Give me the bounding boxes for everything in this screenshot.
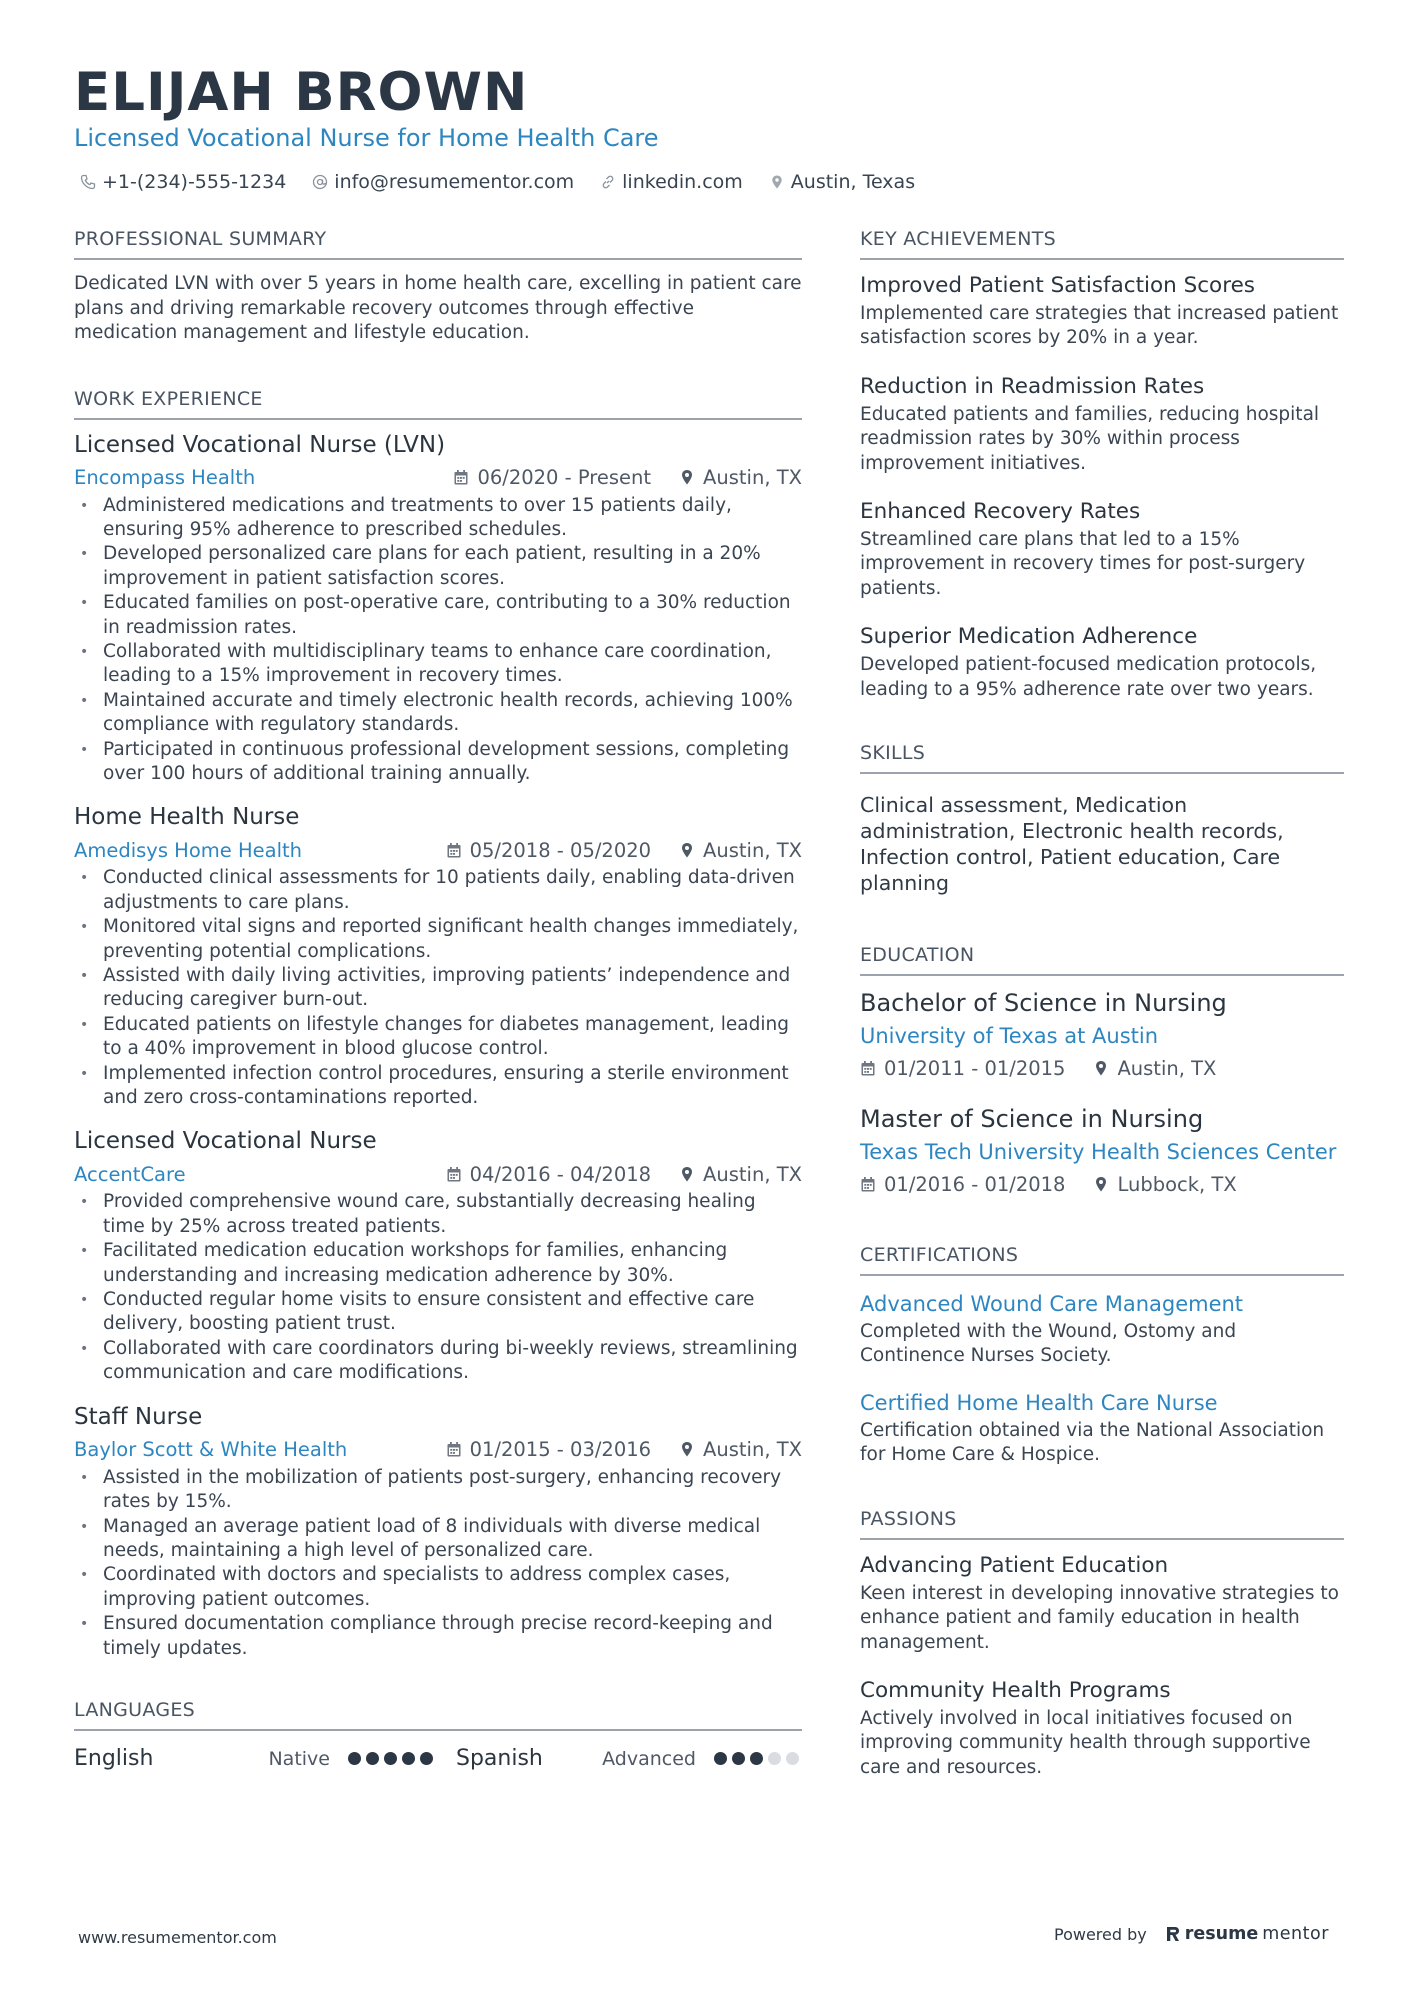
job-dates xyxy=(453,466,651,489)
summary-heading: PROFESSIONAL SUMMARY xyxy=(74,224,802,260)
contact-email[interactable] xyxy=(312,171,574,193)
passion-title: Advancing Patient Education xyxy=(860,1552,1169,1578)
bullet-item: • Assisted with daily living activities, improving patients’ independence and reducing caregiver burn-out. xyxy=(74,964,802,1013)
bullet-item: • Conducted regular home visits to ensure consistent and effective care delivery, boosting patient trust. xyxy=(74,1288,802,1337)
calendar-icon xyxy=(446,842,462,859)
job-entry xyxy=(74,1400,802,1661)
certification-desc: Completed with the Wound, Ostomy and Continence Nurses Society. xyxy=(860,1321,1237,1367)
bullet-item: • Managed an average patient load of 8 individuals with diverse medical needs, maintaining a high level of personalized care. xyxy=(74,1515,802,1564)
rating-dot-filled xyxy=(750,1752,763,1765)
company-name: Encompass Health xyxy=(74,466,256,489)
calendar-icon xyxy=(446,1441,462,1458)
job-title: Licensed Vocational Nurse xyxy=(74,1128,377,1155)
achievement-title: Improved Patient Satisfaction Scores xyxy=(860,273,1256,298)
powered-by-text: Powered by xyxy=(1054,1924,1147,1944)
job-location-text: Austin, TX xyxy=(703,838,802,862)
rating-dot-empty xyxy=(768,1752,781,1765)
certification-item xyxy=(860,1387,1344,1468)
job-entry xyxy=(74,800,802,1110)
passion-title: Community Health Programs xyxy=(860,1677,1171,1703)
left-column xyxy=(74,224,802,1781)
education-location-text: Austin, TX xyxy=(1117,1056,1217,1080)
certification-desc: Certification obtained via the National Association for Home Care & Hospice. xyxy=(860,1419,1325,1466)
bullet-item: • Maintained accurate and timely electronic health records, achieving 100% compliance with regulatory standards. xyxy=(74,689,802,738)
achievement-item xyxy=(860,270,1344,351)
email-text[interactable]: info@resumementor.com xyxy=(334,171,575,193)
job-entry xyxy=(74,428,802,787)
certifications-heading: CERTIFICATIONS xyxy=(860,1240,1344,1276)
footer-powered-by xyxy=(1054,1924,1329,1944)
education-degree: Master of Science in Nursing xyxy=(860,1105,1204,1134)
passion-desc: Keen interest in developing innovative strategies to enhance patient and family education in health management. xyxy=(860,1582,1339,1653)
education-degree: Bachelor of Science in Nursing xyxy=(860,989,1227,1018)
bullet-item: • Developed personalized care plans for each patient, resulting in a 20% improvement in patient satisfaction scores. xyxy=(74,542,802,591)
passion-desc: Actively involved in local initiatives focused on improving community health through supportive care and resources. xyxy=(860,1707,1311,1778)
company-name: AccentCare xyxy=(74,1162,186,1186)
education-dates-text: 01/2016 - 01/2018 xyxy=(884,1172,1066,1196)
location-pin-icon xyxy=(1093,1060,1109,1077)
candidate-name: ELIJAH BROWN xyxy=(74,62,529,123)
language-item xyxy=(74,1746,456,1771)
languages-list xyxy=(74,1737,802,1781)
job-title: Home Health Nurse xyxy=(74,804,300,831)
job-location xyxy=(679,1438,802,1461)
language-item xyxy=(456,1746,802,1771)
job-dates-text: 04/2016 - 04/2018 xyxy=(469,1162,652,1186)
bullet-item: • Educated families on post-operative care, contributing to a 30% reduction in readmission rates. xyxy=(74,591,802,640)
job-title: Licensed Vocational Nurse (LVN) xyxy=(74,431,446,458)
bullet-item: • Collaborated with care coordinators during bi-weekly reviews, streamlining communication and care modifications. xyxy=(74,1337,802,1386)
job-dates xyxy=(446,1163,651,1186)
language-name: English xyxy=(74,1746,154,1772)
achievement-desc: Streamlined care plans that led to a 15% improvement in recovery times for post-surgery patients. xyxy=(860,529,1306,599)
achievement-title: Enhanced Recovery Rates xyxy=(860,499,1141,525)
job-location-text: Austin, TX xyxy=(703,1438,802,1462)
rating-dot-filled xyxy=(384,1752,397,1765)
job-dates xyxy=(446,1438,651,1461)
language-name: Spanish xyxy=(456,1746,543,1772)
brand-name-light: mentor xyxy=(1262,1924,1329,1944)
bullet-item: • Implemented infection control procedures, ensuring a sterile environment and zero cross-contaminations reported. xyxy=(74,1062,802,1111)
calendar-icon xyxy=(860,1176,876,1193)
job-location xyxy=(679,839,802,862)
bullet-item: • Monitored vital signs and reported significant health changes immediately, preventing potential complications. xyxy=(74,915,802,964)
brand-logo[interactable] xyxy=(1165,1924,1329,1944)
calendar-icon xyxy=(453,469,469,486)
location-pin-icon xyxy=(1093,1176,1109,1193)
phone-text: +1-(234)-555-1234 xyxy=(102,171,287,193)
education-school: University of Texas at Austin xyxy=(860,1024,1159,1049)
bullet-item: • Collaborated with multidisciplinary teams to enhance care coordination, leading to a 15% improvement in recovery times. xyxy=(74,640,802,689)
linkedin-text[interactable]: linkedin.com xyxy=(622,171,743,193)
job-meta xyxy=(74,1434,802,1466)
bullet-item: • Ensured documentation compliance through precise record-keeping and timely updates. xyxy=(74,1612,802,1661)
language-rating xyxy=(714,1752,799,1765)
link-icon xyxy=(600,174,616,190)
achievement-desc: Educated patients and families, reducing hospital readmission rates by 30% within process improvement initiatives. xyxy=(860,403,1320,474)
job-bullets xyxy=(74,866,802,1110)
location-text: Austin, Texas xyxy=(790,171,916,193)
job-location-text: Austin, TX xyxy=(703,466,802,489)
education-dates-text: 01/2011 - 01/2015 xyxy=(884,1056,1066,1080)
at-sign-icon xyxy=(312,174,328,190)
achievements-heading: KEY ACHIEVEMENTS xyxy=(860,224,1344,260)
education-meta xyxy=(860,1052,1344,1084)
rating-dot-filled xyxy=(348,1752,361,1765)
language-rating xyxy=(348,1752,433,1765)
education-school: Texas Tech University Health Sciences Center xyxy=(860,1140,1337,1165)
bullet-item: • Provided comprehensive wound care, substantially decreasing healing time by 25% across treated patients. xyxy=(74,1190,802,1239)
skills-text: Clinical assessment, Medication administration, Electronic health records, Infection control, Patient education, Care planning xyxy=(860,793,1284,896)
contact-location xyxy=(769,171,915,193)
job-dates-text: 05/2018 - 05/2020 xyxy=(469,838,652,862)
job-dates xyxy=(446,839,651,862)
location-pin-icon xyxy=(769,174,785,190)
job-location xyxy=(679,1163,802,1186)
job-dates-text: 06/2020 - Present xyxy=(477,466,652,489)
achievement-item xyxy=(860,621,1344,702)
language-level: Advanced xyxy=(602,1747,696,1770)
location-pin-icon xyxy=(679,842,695,859)
brand-name-bold: resume xyxy=(1184,1924,1259,1944)
job-meta xyxy=(74,834,802,866)
bullet-item: • Facilitated medication education workshops for families, enhancing understanding and increasing medication adherence by 30%. xyxy=(74,1239,802,1288)
passions-heading: PASSIONS xyxy=(860,1504,1344,1540)
certification-title: Certified Home Health Care Nurse xyxy=(860,1390,1218,1415)
job-location-text: Austin, TX xyxy=(703,1162,802,1186)
education-location xyxy=(1093,1057,1216,1080)
footer-website[interactable]: www.resumementor.com xyxy=(78,1928,277,1947)
rating-dot-filled xyxy=(420,1752,433,1765)
experience-heading: WORK EXPERIENCE xyxy=(74,384,802,420)
location-pin-icon xyxy=(679,469,695,486)
job-bullets xyxy=(74,1466,802,1661)
location-pin-icon xyxy=(679,1441,695,1458)
achievement-item xyxy=(860,371,1344,476)
rating-dot-filled xyxy=(714,1752,727,1765)
summary-text: Dedicated LVN with over 5 years in home health care, excelling in patient care plans and driving remarkable recovery outcomes through effective medication management and lifestyle education. xyxy=(74,273,802,343)
certification-item xyxy=(860,1288,1344,1369)
passion-item xyxy=(860,1550,1344,1655)
bullet-item: • Assisted in the mobilization of patients post-surgery, enhancing recovery rates by 15%. xyxy=(74,1466,802,1515)
job-meta xyxy=(74,462,802,494)
certification-title: Advanced Wound Care Management xyxy=(860,1292,1244,1317)
calendar-icon xyxy=(860,1060,876,1077)
job-meta xyxy=(74,1158,802,1190)
achievement-desc: Implemented care strategies that increased patient satisfaction scores by 20% in a year. xyxy=(860,303,1339,349)
passion-item xyxy=(860,1675,1344,1780)
achievement-title: Reduction in Readmission Rates xyxy=(860,373,1205,399)
right-column xyxy=(860,224,1344,1800)
achievement-item xyxy=(860,496,1344,601)
job-entry xyxy=(74,1124,802,1385)
rating-dot-filled xyxy=(732,1752,745,1765)
education-item xyxy=(860,1102,1344,1200)
achievement-desc: Developed patient-focused medication protocols, leading to a 95% adherence rate over two years. xyxy=(860,654,1317,700)
job-title: Staff Nurse xyxy=(74,1403,203,1430)
bullet-item: • Participated in continuous professional development sessions, completing over 100 hours of additional training annually. xyxy=(74,738,802,787)
skills-heading: SKILLS xyxy=(860,738,1344,774)
location-pin-icon xyxy=(679,1166,695,1183)
job-dates-text: 01/2015 - 03/2016 xyxy=(469,1438,652,1462)
phone-icon xyxy=(80,174,96,190)
education-dates xyxy=(860,1173,1065,1196)
contact-bar xyxy=(80,167,915,197)
company-name: Amedisys Home Health xyxy=(74,838,303,862)
education-meta xyxy=(860,1168,1344,1200)
bullet-item: • Conducted clinical assessments for 10 patients daily, enabling data-driven adjustments to care plans. xyxy=(74,866,802,915)
languages-heading: LANGUAGES xyxy=(74,1695,802,1731)
education-dates xyxy=(860,1057,1065,1080)
rating-dot-empty xyxy=(786,1752,799,1765)
language-level: Native xyxy=(268,1747,330,1770)
education-heading: EDUCATION xyxy=(860,940,1344,976)
resumementor-logo-icon xyxy=(1165,1925,1181,1943)
education-item xyxy=(860,986,1344,1084)
education-location xyxy=(1093,1173,1236,1196)
bullet-item: • Coordinated with doctors and specialists to address complex cases, improving patient outcomes. xyxy=(74,1563,802,1612)
achievement-title: Superior Medication Adherence xyxy=(860,624,1198,650)
company-name: Baylor Scott & White Health xyxy=(74,1438,348,1462)
job-bullets xyxy=(74,1190,802,1385)
calendar-icon xyxy=(446,1166,462,1183)
education-location-text: Lubbock, TX xyxy=(1117,1172,1237,1196)
bullet-item: • Administered medications and treatments to over 15 patients daily, ensuring 95% adherence to prescribed schedules. xyxy=(74,494,802,543)
job-bullets xyxy=(74,494,802,787)
bullet-item: • Educated patients on lifestyle changes for diabetes management, leading to a 40% improvement in blood glucose control. xyxy=(74,1013,802,1062)
candidate-headline: Licensed Vocational Nurse for Home Health Care xyxy=(74,124,659,152)
rating-dot-filled xyxy=(402,1752,415,1765)
job-location xyxy=(679,466,802,489)
rating-dot-filled xyxy=(366,1752,379,1765)
contact-phone xyxy=(80,171,286,193)
contact-linkedin[interactable] xyxy=(600,171,743,193)
